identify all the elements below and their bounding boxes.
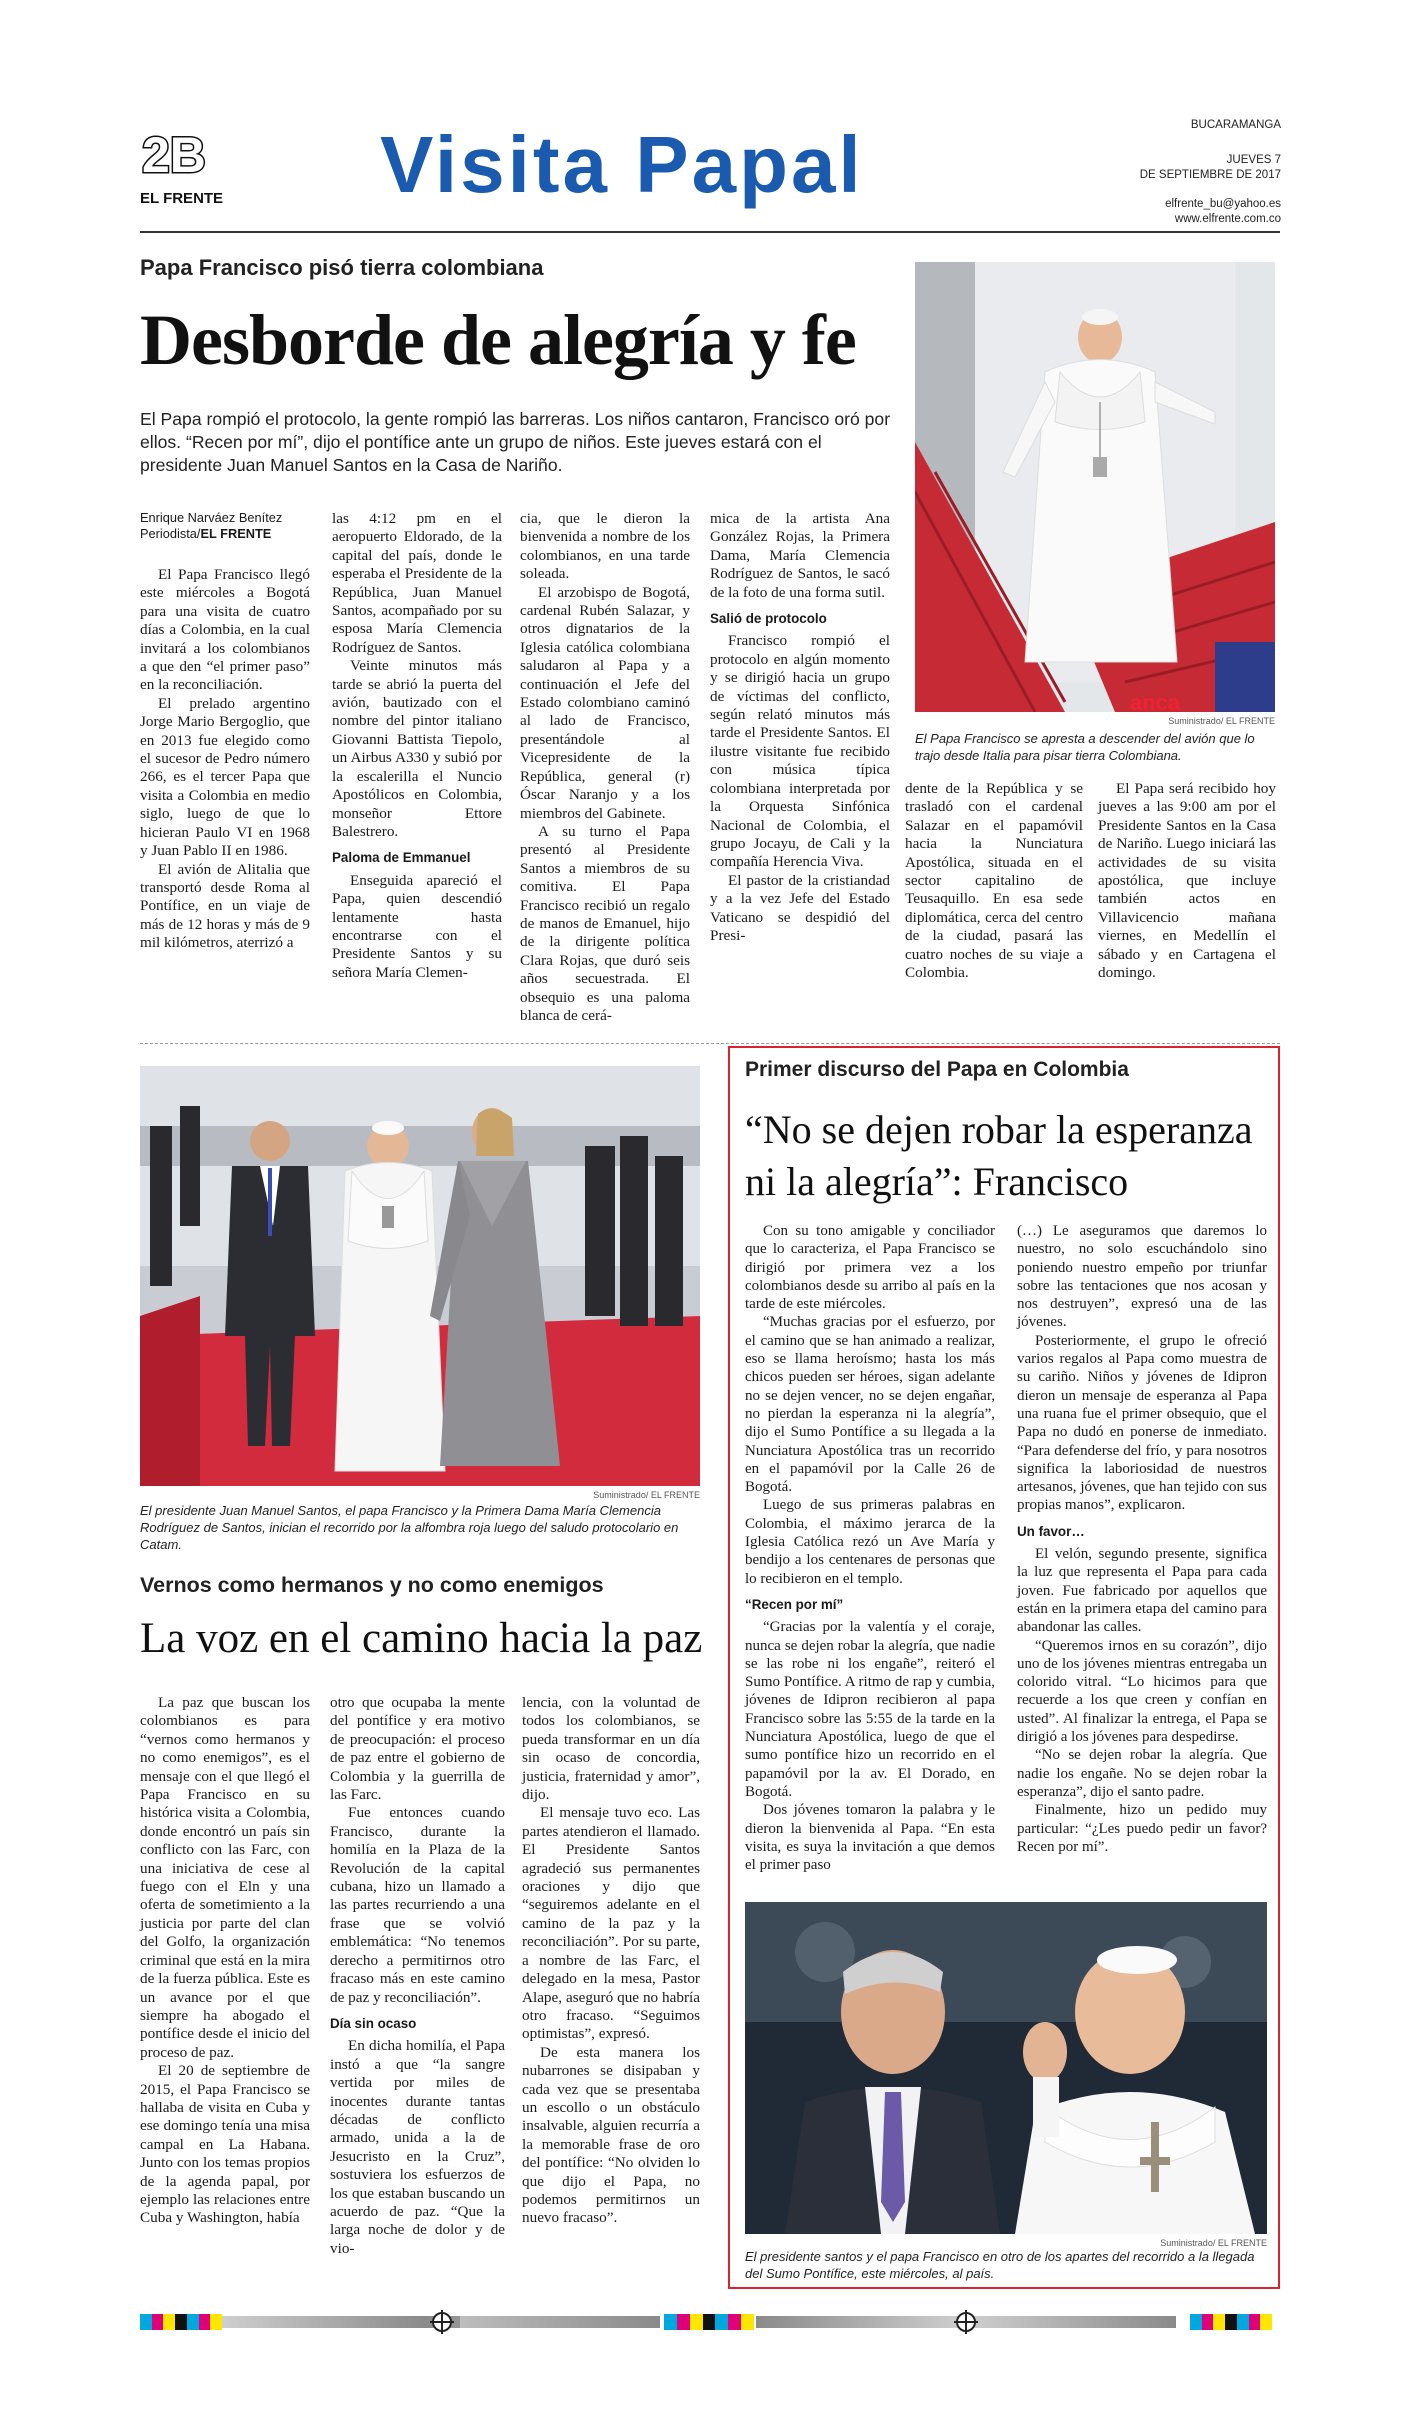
subhead: Un favor…: [1017, 1523, 1085, 1539]
article2-headline: La voz en el camino hacia la paz: [140, 1615, 703, 1662]
photo3-credit: Suministrado/ EL FRENTE: [1160, 2238, 1267, 2248]
svg-text:anca: anca: [1130, 690, 1181, 712]
registration-mark-icon: [956, 2312, 976, 2332]
santos-pope-illustration: [745, 1902, 1267, 2234]
paragraph: El Papa Francisco llegó este miércoles a Bogotá para una visita de cuatro días a Colombia, en la cual invitará a los colombianos a que den “el primer paso” en la reconciliación.: [140, 566, 310, 694]
article1-column-2: [332, 510, 502, 982]
article3-column-1: [745, 1222, 995, 1874]
paragraph: El 20 de septiembre de 2015, el Papa Francisco se hallaba de visita en Cuba y ese domingo tenía una misa campal en La Habana. Junto con los temas propios de la agenda papal, por ejemplo las relaciones entre Cuba y Washington, había: [140, 2062, 310, 2227]
paragraph: El prelado argentino Jorge Mario Bergoglio, que en 2013 fue elegido como el sucesor de Pedro número 266, es el tercer Papa que visita a Colombia en medio siglo, luego de que lo hicieran Paulo VI en 1968 y Juan Pablo II en 1986.: [140, 694, 310, 860]
paragraph: Francisco rompió el protocolo en algún momento y se dirigió hacia un grupo de víctimas del conflicto, según relató minutos más tarde el Presidente Santos. El ilustre visitante fue recibido con música típica colombiana interpretada por la Orquesta Sinfónica Nacional de Colombia, el grupo Jocayu, de Cali y la compañía Herencia Viva.: [710, 632, 890, 871]
page-number-graphic: [140, 128, 280, 178]
paragraph: Finalmente, hizo un pedido muy particular: “¿Les puedo pedir un favor? Recen por mí”.: [1017, 1802, 1267, 1855]
article3-kicker: Primer discurso del Papa en Colombia: [745, 1058, 1129, 1081]
paragraph: El mensaje tuvo eco. Las partes atendieron el llamado. El Presidente Santos agradeció sus permanentes oraciones y dijo que “seguiremos adelante en el camino de la paz y la reconciliación”. Por su parte, a nombre de las Farc, el delegado en la mesa, Pastor Alape, aseguró que no habría otro fracaso. “Seguimos optimistas”, expresó.: [522, 1804, 700, 2043]
email[interactable]: elfrente_bu@yahoo.es: [1165, 198, 1281, 210]
paragraph: “Muchas gracias por el esfuerzo, por el camino que se han animado a realizar, eso se llama heroísmo; hasta los más chicos pueden ser héroes, sigan adelante no se dejen vencer, no se dejen engañar, no pierdan la esperanza ni la alegría”, dijo el Sumo Pontífice a su llegada a la Nunciatura Apostólica tras un recorrido en el papamóvil por la Calle 26 de Bogotá.: [745, 1314, 995, 1496]
subhead: Salió de protocolo: [710, 611, 827, 627]
city: BUCARAMANGA: [1190, 119, 1281, 131]
paragraph: Fue entonces cuando Francisco, durante la homilía en la Plaza de la Revolución de la capital cubana, hizo un llamado a las partes recurriendo a una frase que se volvió emblemática: “No tenemos derecho a permitirnos otro fracaso más en este camino de paz y reconciliación”.: [330, 1804, 505, 2006]
article3-column-2: [1017, 1222, 1267, 1856]
photo2-caption: El presidente Juan Manuel Santos, el papa Francisco y la Primera Dama María Clemencia Rodríguez de Santos, inician el recorrido por la alfombra roja luego del saludo protocolario en Catam.: [140, 1503, 679, 1552]
day: JUEVES 7: [1226, 154, 1281, 166]
page-number: [140, 128, 280, 178]
paragraph: A su turno el Papa presentó al Presidente Santos a miembros de su comitiva. El Papa Francisco recibió un regalo de manos de Emanuel, hijo de la dirigente política Clara Rojas, que duró seis años secuestrada. El obsequio es una paloma blanca de cerá-: [520, 822, 690, 1024]
article2-kicker: Vernos como hermanos y no como enemigos: [140, 1573, 604, 1597]
subhead: Día sin ocaso: [330, 2015, 417, 2031]
article1-column-6: [1098, 780, 1276, 982]
paragraph: Posteriormente, el grupo le ofreció varios regalos al Papa como muestra de su cariño. Niños y jóvenes de Idipron dieron un mensaje de esperanza al Papa una ruana fue el primer obsequio, que el Papa no dudó en ponerse de inmediato. “Para defenderse del frío, y para nosotros significa la laboriosidad de nuestros artesanos, jóvenes, que han tejido con sus propias manos”, explicaron.: [1017, 1332, 1267, 1514]
headline-line-1: “No se dejen robar la esperanza: [745, 1107, 1253, 1152]
header-rule: [140, 231, 1280, 233]
red-carpet-photo: [140, 1066, 700, 1486]
paragraph: De esta manera los nubarrones se disipaban y cada vez que se presentaba un escollo o un obstáculo insalvable, alguien recurría a la memorable frase de oro del pontífice: “No olviden lo que dijo el Papa, no podemos permitirnos un nuevo fracaso”.: [522, 2043, 700, 2227]
red-carpet-illustration: [140, 1066, 700, 1486]
article1-headline: Desborde de alegría y fe: [140, 300, 856, 380]
paragraph: (…) Le aseguramos que daremos lo nuestro, no solo escuchándolo sino poniendo nuestro empeño por triunfar sobre las tentaciones que nos acosan y nos destruyen”, expresó una de las jóvenes.: [1017, 1223, 1267, 1331]
article1-kicker: Papa Francisco pisó tierra colombiana: [140, 255, 544, 280]
paragraph: “Queremos irnos en su corazón”, dijo uno de los jóvenes mientras entregaba un colorido vitral. “Lo hicimos para que recuerde a los que creen y confían en usted”. Al finalizar la entrega, el Papa se dirigió a los jóvenes para despedirse.: [1017, 1637, 1267, 1746]
author-name: Enrique Narváez Benítez: [140, 510, 283, 525]
paragraph: Luego de sus primeras palabras en Colombia, el máximo jerarca de la Iglesia Católica rezó un Ave María y bendijo a los centenares de personas que lo recibieron en el templo.: [745, 1497, 995, 1587]
paragraph: El velón, segundo presente, significa la luz que representa el Papa para cada joven. Fue fabricado por aquellos que están en la primera etapa del camino para abandonar las calles.: [1017, 1546, 1267, 1636]
photo3-caption: El presidente santos y el papa Francisco en otro de los apartes del recorrido a la llegada del Sumo Pontífice, este miércoles, al país.: [745, 2249, 1255, 2281]
article2-column-1: [140, 1694, 310, 2228]
article2-column-3: [522, 1694, 700, 2228]
paragraph: “Gracias por la valentía y el coraje, nunca se dejen robar la alegría, que nadie se las robe ni los engañe”, reiteró el Sumo Pontífice. A ritmo de rap y cumbia, jóvenes de Idipron recibieron al papa Francisco sobre las 5:55 de la tarde en la Nunciatura Apostólica, luego de que el sumo pontífice hizo un recorrido en el papamóvil por la av. El Dorado, en Bogotá.: [745, 1619, 995, 1800]
print-color-bar-mid: [664, 2314, 754, 2330]
article1-column-4: [710, 510, 890, 945]
article1-column-3: [520, 510, 690, 1025]
registration-mark-icon: [432, 2312, 452, 2332]
pope-descending-photo: [915, 262, 1275, 712]
paragraph: las 4:12 pm en el aeropuerto Eldorado, de la capital del país, donde le esperaba el Presidente de la República, Juan Manuel Santos, acompañado por su esposa María Clemencia Rodríguez de Santos.: [332, 510, 502, 656]
website[interactable]: www.elfrente.com.co: [1174, 213, 1281, 225]
paragraph: El pastor de la cristiandad y a la vez Jefe del Estado Vaticano se despidió del Presi-: [710, 871, 890, 944]
author-role: Periodista/EL FRENTE: [140, 526, 272, 541]
photo1-credit: Suministrado/ EL FRENTE: [1168, 716, 1275, 726]
page-title: Visita Papal: [380, 120, 864, 209]
article1-column-1: [140, 510, 310, 953]
paragraph: Dos jóvenes tomaron la palabra y le dieron la bienvenida al Papa. “En esta visita, es suya la invitación a que demos el primer paso: [745, 1802, 995, 1874]
paragraph: “No se dejen robar la alegría. Que nadie los engañe. No se dejen robar la esperanza”, dijo el santo padre.: [1017, 1747, 1267, 1800]
print-color-bar-right: [1190, 2314, 1272, 2330]
paragraph: cia, que le dieron la bienvenida a nombre de los colombianos, en una tarde soleada.: [520, 510, 690, 583]
article3-headline: [745, 1104, 1253, 1208]
paragraph: mica de la artista Ana González Rojas, la Primera Dama, María Clemencia Rodríguez de Santos, le sacó de la foto de una forma sutil.: [710, 510, 890, 601]
print-gray-bar-mid: [460, 2316, 660, 2328]
section-divider: [140, 1043, 1280, 1044]
svg-text:2B: 2B: [142, 128, 206, 178]
paragraph: Veinte minutos más tarde se abrió la puerta del avión, bautizado con el nombre del pintor italiano Giovanni Battista Tiepolo, un Airbus A330 y subió por la escalerilla el Nuncio Apostólicos en Colombia, monseñor Ettore Balestrero.: [332, 657, 502, 840]
paragraph: En dicha homilía, el Papa instó a que “la sangre vertida por miles de inocentes durante tantas décadas de conflicto armado, unida a la de Jesucristo en la Cruz”, sostuviera los esfuerzos de los que estaban buscando un acuerdo de paz. “Que la larga noche de dolor y de vio-: [330, 2037, 505, 2257]
paragraph: lencia, con la voluntad de todos los colombianos, se pueda transformar en un día sin ocaso de concordia, justicia, fraternidad y amor”, dijo.: [522, 1694, 700, 1804]
paragraph: El avión de Alitalia que transportó desde Roma al Pontífice, en un viaje de más de 12 horas y más de 9 mil kilómetros, aterrizó a: [140, 860, 310, 952]
article1-column-5: [905, 780, 1083, 982]
santos-pope-photo: [745, 1902, 1267, 2234]
paragraph: dente de la República y se trasladó con el cardenal Salazar en el papamóvil hacia la Nunciatura Apostólica, situada en el sector capitalino de Teusaquillo. En esa sede diplomática, cerca del centro de la ciudad, pasará las cuatro noches de su viaje a Colombia.: [905, 780, 1083, 982]
byline: [140, 510, 310, 542]
paragraph: otro que ocupaba la mente del pontífice y era motivo de preocupación: el proceso de paz entre el gobierno de Colombia y la guerrilla de las Farc.: [330, 1694, 505, 1804]
date: DE SEPTIEMBRE DE 2017: [1139, 169, 1281, 181]
print-color-bar-left: [140, 2314, 222, 2330]
paragraph: La paz que buscan los colombianos es para “vernos como hermanos y no como enemigos”, es el mensaje con el que llegó el Papa Francisco en su histórica visita a Colombia, donde encontró un país sin conflicto con las Farc, con una iniciativa de cese al fuego con el Eln y una oferta de sometimiento a la justicia por parte del clan del Golfo, la organización criminal que está en la mira de la fuerza pública. Este es un avance por el que siempre ha abogado el pontífice desde el inicio del proceso de paz.: [140, 1694, 310, 2061]
pope-descending-illustration: [915, 262, 1275, 712]
paragraph: El arzobispo de Bogotá, cardenal Rubén Salazar, y otros dignatarios de la Iglesia católica colombiana saludaron al Papa y a continuación el Jefe del Estado colombiano caminó al lado de Francisco, presentándole al Vicepresidente de la República, general (r) Óscar Naranjo y a los miembros del Gabinete.: [520, 583, 690, 822]
paragraph: Con su tono amigable y conciliador que lo caracteriza, el Papa Francisco se dirigió por primera vez a los colombianos desde su arribo al país en la tarde de este miércoles.: [745, 1223, 995, 1313]
photo1-caption: El Papa Francisco se apresta a descender del avión que lo trajo desde Italia para pisar tierra Colombiana.: [915, 731, 1255, 763]
header-dateline: [1140, 118, 1281, 227]
photo2-credit: Suministrado/ EL FRENTE: [593, 1490, 700, 1500]
subhead: “Recen por mí”: [745, 1596, 844, 1612]
article1-lead: El Papa rompió el protocolo, la gente rompió las barreras. Los niños cantaron, Francisco oró por ellos. “Recen por mí”, dijo el pontífice ante un grupo de niños. Este jueves estará con el presidente Juan Manuel Santos en la Casa de Nariño.: [140, 409, 891, 475]
section-name: EL FRENTE: [140, 190, 224, 207]
paragraph: El Papa será recibido hoy jueves a las 9:00 am por el Presidente Santos en la Casa de Nariño. Luego iniciará las actividades de su visita apostólica, que incluye también actos en Villavicencio mañana viernes, en Medellín el sábado y en Cartagena el domingo.: [1098, 780, 1276, 982]
paragraph: Enseguida apareció el Papa, quien descendió lentamente hasta encontrarse con el Presidente Santos y su señora María Clemen-: [332, 871, 502, 981]
article2-column-2: [330, 1694, 505, 2258]
headline-line-2: ni la alegría”: Francisco: [745, 1159, 1129, 1204]
subhead: Paloma de Emmanuel: [332, 850, 471, 866]
